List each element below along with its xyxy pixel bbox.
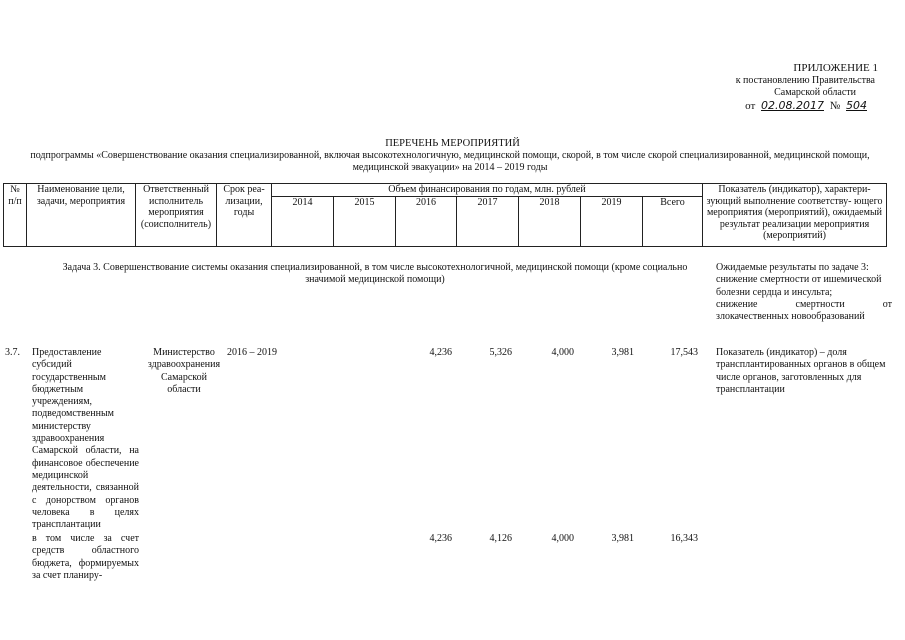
header-year: 2016: [396, 197, 457, 247]
header-executor: Ответственный исполнитель мероприятия (соисполнитель): [136, 184, 217, 247]
row-value-2018: 4,000: [551, 347, 574, 358]
document-subtitle: подпрограммы «Совершенствование оказания специализированной, включая высокотехнологичную, медицинской помощи, скорой, в том числе скорой специализированной, медицинской помощи, медицинской эвакуации» на 2014 – 2019 годы: [30, 150, 870, 173]
number-prefix: №: [829, 99, 841, 112]
header-year: 2018: [519, 197, 581, 247]
subrow-name: в том числе за счет средств областного бюджета, формируемых за счет планиру-: [32, 533, 139, 581]
row-executor: Министерство здравоохранения Самарской области: [147, 347, 221, 395]
subrow-value-2016: 4,236: [429, 533, 452, 544]
appendix-title: ПРИЛОЖЕНИЕ 1: [793, 62, 878, 74]
document-title: ПЕРЕЧЕНЬ МЕРОПРИЯТИЙ: [385, 138, 520, 149]
appendix-line-2: к постановлению Правительства: [735, 74, 875, 86]
appendix-line-3: Самарской области: [774, 87, 856, 98]
task-text: Задача 3. Совершенствование системы оказания специализированной, в том числе высокотехнологичной, медицинской помощи (кроме социально значимой медицинской помощи): [62, 262, 688, 286]
task-result-item: снижение смертности от ишемической болезни сердца и инсульта;: [716, 274, 882, 298]
header-name: Наименование цели, задачи, мероприятия: [27, 184, 136, 247]
header-term: Срок реа- лизации, годы: [217, 184, 272, 247]
row-term: 2016 – 2019: [227, 347, 277, 358]
row-value-2019: 3,981: [611, 347, 634, 358]
header-num: № п/п: [4, 184, 27, 247]
header-indicator: Показатель (индикатор), характери- зующий выполнение соответству- ющего мероприятия (мероприятий), ожидаемый результат реализации мероприятия (мероприятий): [703, 184, 887, 247]
handwritten-number: 504: [846, 98, 867, 112]
header-year: 2014: [272, 197, 334, 247]
task-results: [716, 262, 892, 323]
subrow-value-total: 16,343: [670, 533, 698, 544]
task-result-item: снижение смертности от злокачественных новообразований: [716, 298, 892, 323]
date-prefix: от: [745, 99, 756, 112]
appendix-date-line: [600, 100, 870, 113]
subrow-value-2018: 4,000: [551, 533, 574, 544]
header-year: 2015: [334, 197, 396, 247]
appendix-block: [600, 62, 900, 112]
row-value-2017: 5,326: [489, 347, 512, 358]
row-name: Предоставление субсидий государственным бюджетным учреждениям, подведомственным министерству здравоохранения Самарской области, на финансовое обеспечение медицинской деятельности, связанной с донорством органов человека в целях трансплантации: [32, 347, 139, 531]
task-results-title: Ожидаемые результаты по задаче 3:: [716, 262, 869, 273]
row-value-2016: 4,236: [429, 347, 452, 358]
header-funding: Объем финансирования по годам, млн. рублей: [272, 184, 703, 197]
header-year: 2019: [581, 197, 643, 247]
header-total: Всего: [643, 197, 703, 247]
row-value-total: 17,543: [670, 347, 698, 358]
header-year: 2017: [457, 197, 519, 247]
subrow-value-2017: 4,126: [489, 533, 512, 544]
table-header: [3, 183, 887, 247]
handwritten-date: 02.08.2017: [761, 98, 824, 112]
subrow-value-2019: 3,981: [611, 533, 634, 544]
row-indicator: Показатель (индикатор) – доля трансплантированных органов в общем числе органов, заготовленных для трансплантации: [716, 347, 886, 395]
row-number: 3.7.: [5, 347, 20, 358]
